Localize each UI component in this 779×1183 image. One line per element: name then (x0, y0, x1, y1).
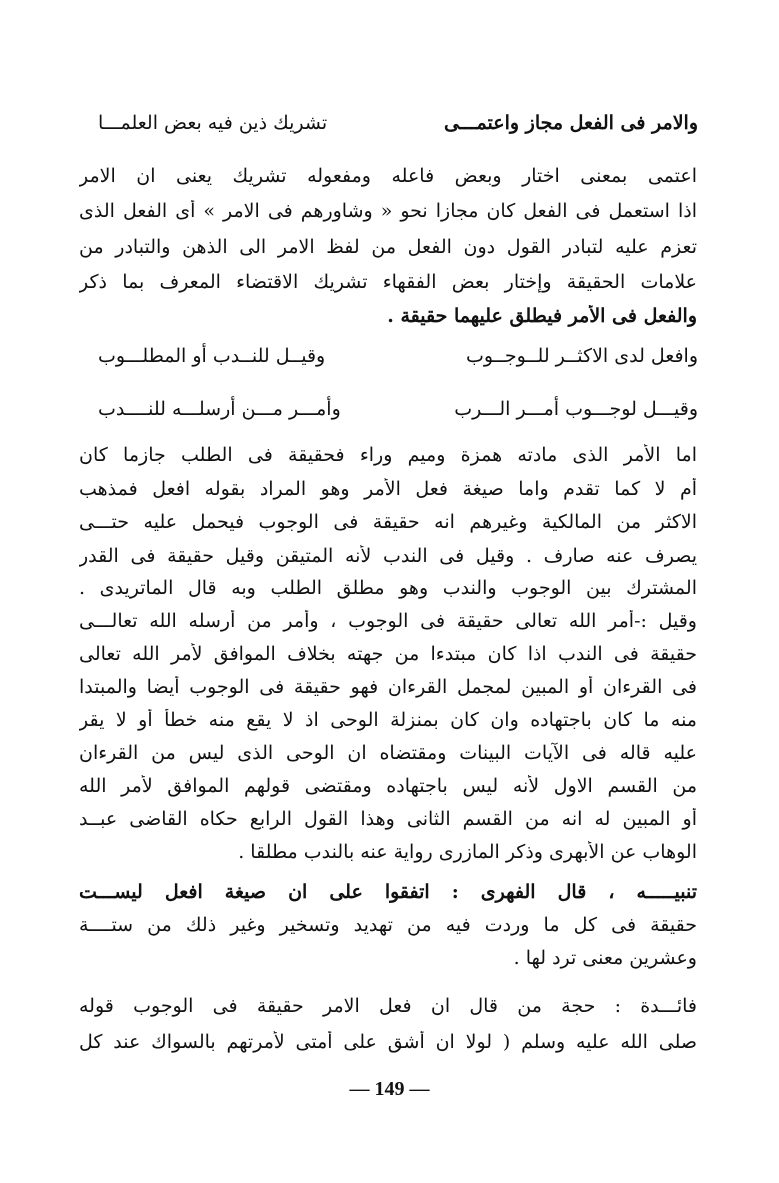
verse-3-hemistich-1: وقيـــل لوجـــوب أمـــر الـــرب (454, 398, 698, 420)
text-line: أم لا كما تقدم واما صيغة فعل الأمر وهو المراد بقوله افعل فمذهب (79, 478, 697, 500)
text-line: أو المبين له انه من القسم الثانى وهذا القول الرابع حكاه القاضى عبــد (79, 808, 697, 830)
verse-2-hemistich-2: وقيــل للنــدب أو المطلـــوب (98, 345, 326, 367)
verse-line-2 (98, 345, 698, 367)
text-line: فى القرءان أو المبين لمجمل القرءان فهو حقيقة فى الوجوب أيضا والمبتدا (79, 676, 697, 698)
verse-2-hemistich-1: وافعل لدى الاكثــر للــوجــوب (466, 345, 698, 367)
text-line: علامات الحقيقة وإختار بعض الفقهاء تشريك الاقتضاء المعرف بما ذكر (79, 271, 697, 293)
text-line: تعزم عليه لتبادر القول دون الفعل من لفظ الامر الى الذهن والتبادر من (79, 236, 697, 258)
text-line: وقيل :-أمر الله تعالى حقيقة فى الوجوب ، وأمر من أرسله الله تعالـــى (79, 610, 697, 632)
text-line: تنبيـــــه ، قال الفهرى : اتفقوا على ان صيغة افعل ليســـت (79, 881, 697, 903)
text-line: وعشرين معنى ترد لها . (513, 947, 697, 969)
text-line: عليه قاله فى الآيات البينات ومقتضاه ان الوحى الذى ليس من القرءان (79, 742, 697, 764)
verse-3-hemistich-2: وأمـــر مـــن أرسلـــه للنــــدب (98, 398, 341, 420)
text-line: من القسم الاول لأنه ليس باجتهاده ومقتضى قولهم الموافق لأمر الله (79, 775, 697, 797)
verse-line-1 (98, 112, 698, 134)
text-line: فائـــدة : حجة من قال ان فعل الامر حقيقة فى الوجوب قوله (79, 995, 697, 1017)
text-line: صلى الله عليه وسلم ( لولا ان أشق على أمتى لأمرتهم بالسواك عند كل (79, 1031, 697, 1053)
text-line: يصرف عنه صارف . وقيل فى الندب لأنه المتيقن وقيل حقيقة فى القدر (79, 545, 697, 567)
page-number: — 149 — (349, 1078, 430, 1100)
text-line: اما الأمر الذى مادته همزة وميم وراء فحقيقة فى الطلب جازما كان (79, 444, 697, 466)
text-line: حقيقة فى كل ما وردت فيه من تهديد وتسخير وغير ذلك من ستــــة (79, 914, 697, 936)
text-line: منه ما كان باجتهاده وان كان بمنزلة الوحى اذ لا يقع منه خطأ أو لا يقر (79, 709, 697, 731)
verse-line-3 (98, 398, 698, 420)
text-line: اعتمى بمعنى اختار وبعض فاعله ومفعوله تشريك يعنى ان الامر (79, 165, 697, 187)
text-line: حقيقة فى الندب اذا كان مبتدءا من جهته بخلاف الموافق لأمر الله تعالى (79, 643, 697, 665)
text-line: المشترك بين الوجوب والندب وهو مطلق الطلب وبه قال الماتريدى . (79, 577, 697, 599)
text-line: الوهاب عن الأبهرى وذكر المازرى رواية عنه بالندب مطلقا . (238, 841, 697, 863)
text-line: اذا استعمل فى الفعل كان مجازا نحو « وشاورهم فى الامر » أى الفعل الذى (79, 200, 697, 222)
verse-1-hemistich-1: والامر فى الفعل مجاز واعتمـــى (443, 112, 698, 134)
text-line: والفعل فى الأمر فيطلق عليهما حقيقة . (387, 305, 697, 327)
verse-1-hemistich-2: تشريك ذين فيه بعض العلمـــا (98, 112, 328, 134)
text-line: الاكثر من المالكية وغيرهم انه حقيقة فى الوجوب فيحمل عليه حتـــى (79, 511, 697, 533)
